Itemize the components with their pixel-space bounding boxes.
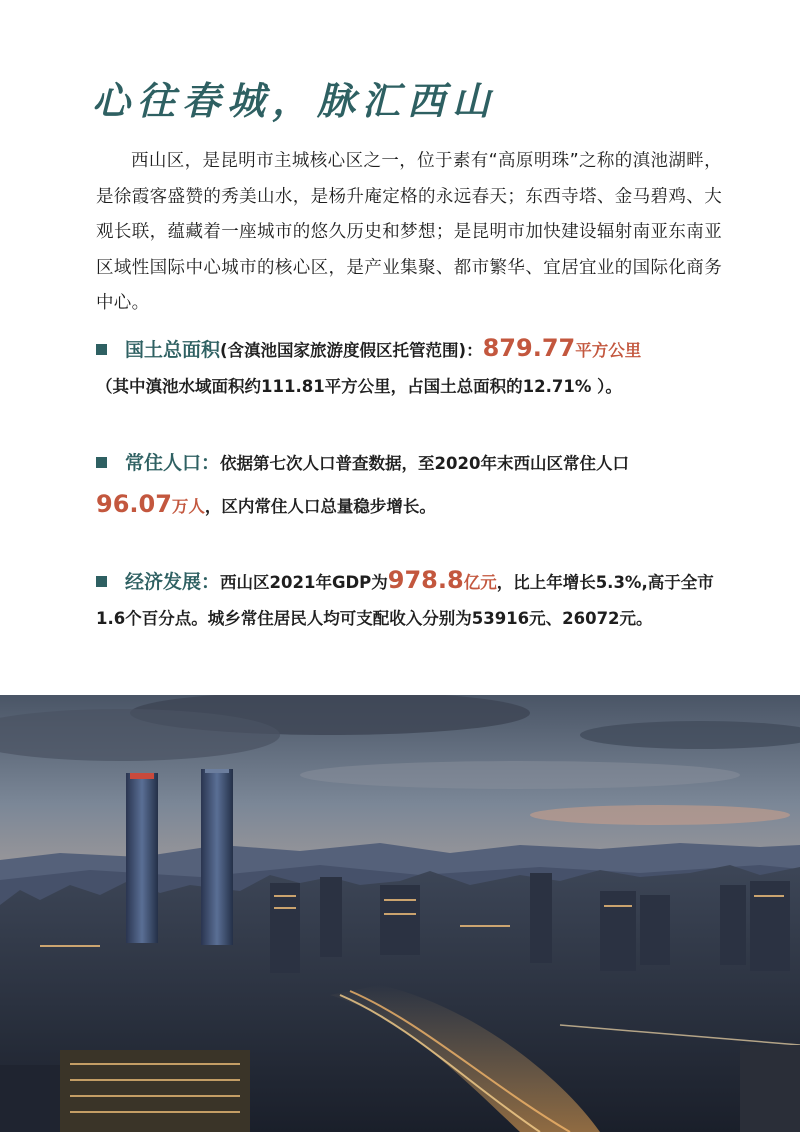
economy-text-after: ，比上年增长5.3%,高于全市1.6个百分点。城乡常住居民人均可支配收入分别为53916元、26072元。 bbox=[96, 573, 714, 628]
area-unit: 平方公里 bbox=[575, 341, 642, 360]
area-note: （其中滇池水域面积约111.81平方公里，占国土总面积的12.71% ）。 bbox=[96, 377, 622, 396]
bullet-square-icon bbox=[96, 457, 107, 468]
area-qualifier: (含滇池国家旅游度假区托管范围)： bbox=[220, 341, 483, 360]
population-unit: 万人 bbox=[171, 497, 205, 516]
economy-item bbox=[96, 562, 726, 637]
area-value: 879.77 bbox=[482, 334, 576, 362]
population-text-before: 依据第七次人口普查数据，至2020年末西山区常住人口 bbox=[220, 454, 629, 473]
population-item bbox=[96, 443, 726, 527]
area-item bbox=[96, 330, 726, 405]
bullet-square-icon bbox=[96, 344, 107, 355]
bullet-square-icon bbox=[96, 576, 107, 587]
economy-unit: 亿元 bbox=[463, 573, 497, 592]
population-label: 常住人口： bbox=[125, 452, 221, 474]
economy-label: 经济发展： bbox=[125, 571, 221, 593]
population-text-after: ，区内常住人口总量稳步增长。 bbox=[204, 497, 436, 516]
area-label: 国土总面积 bbox=[125, 339, 221, 361]
intro-paragraph: 西山区，是昆明市主城核心区之一，位于素有“高原明珠”之称的滇池湖畔，是徐霞客盛赞的秀美山水，是杨升庵定格的永远春天；东西寺塔、金马碧鸡、大观长联，蕴藏着一座城市的悠久历史和梦想；是昆明市加快建设辐射南亚东南亚区域性国际中心城市的核心区，是产业集聚、都市繁华、宜居宜业的国际化商务中心。 bbox=[96, 151, 722, 313]
economy-value: 978.8 bbox=[387, 566, 464, 594]
city-skyline-photo bbox=[0, 695, 800, 1132]
population-value: 96.07 bbox=[96, 490, 172, 518]
page-title: 心往春城，脉汇西山 bbox=[92, 78, 498, 123]
economy-text-before: 西山区2021年GDP为 bbox=[220, 573, 388, 592]
